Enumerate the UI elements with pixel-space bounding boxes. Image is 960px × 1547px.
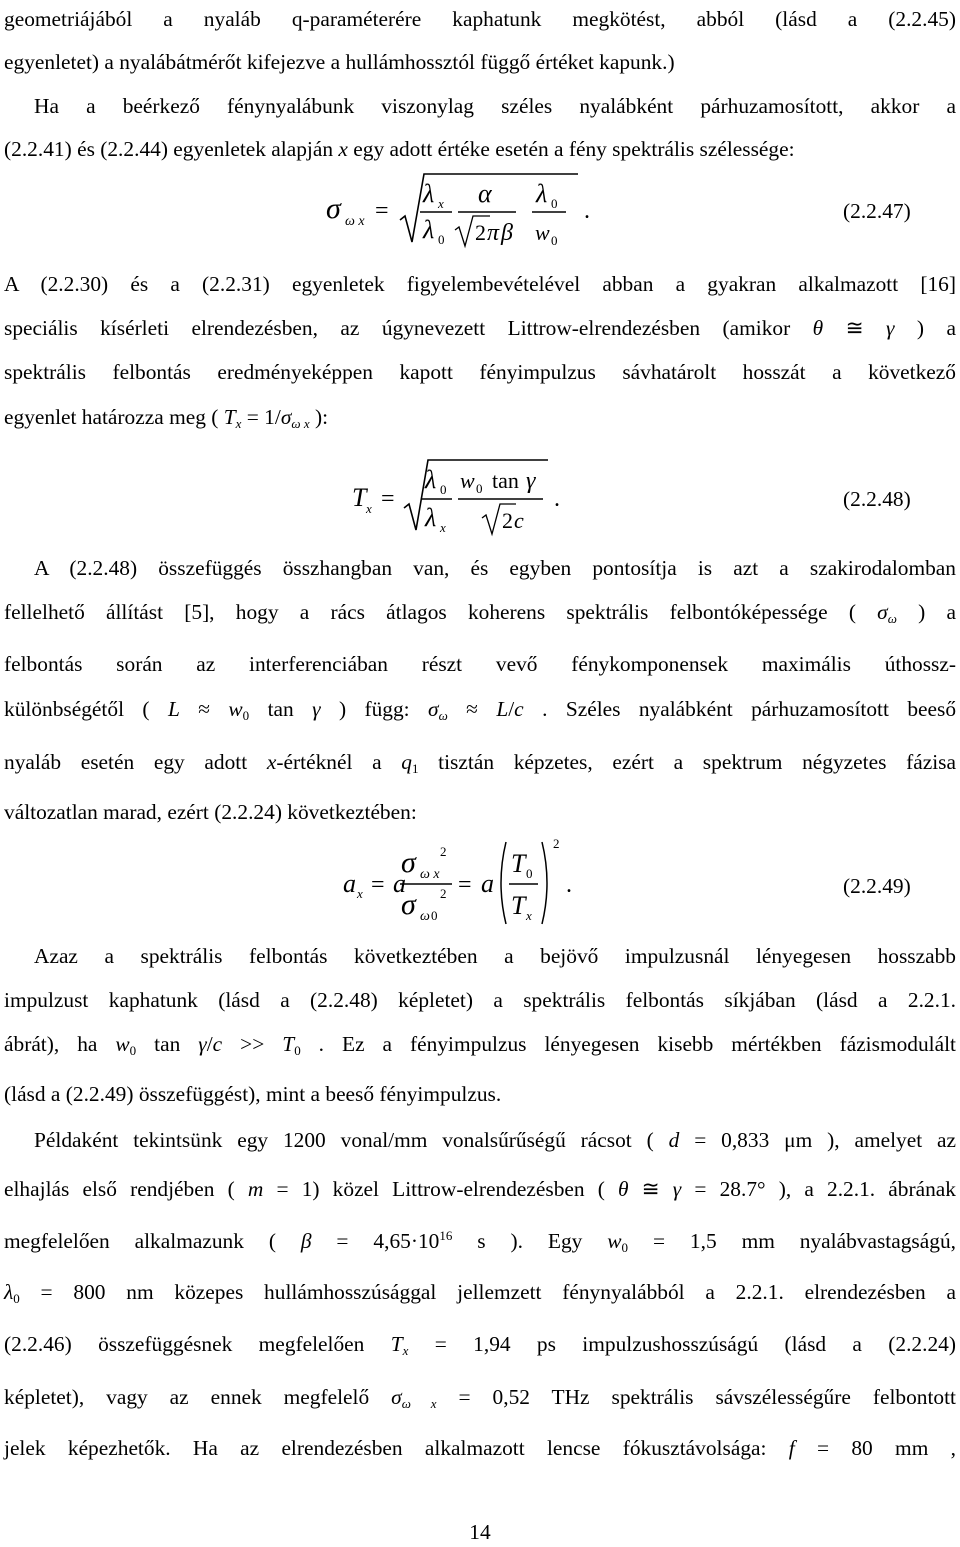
svg-text:π: π [487,220,500,246]
svg-text:2: 2 [475,220,486,245]
svg-text:λ: λ [423,215,435,244]
text-line: spektrális felbontás eredményeképpen kapott fényimpulzus sávhatárolt hosszát a következő [4,360,956,384]
equation-2-2-49 [0,836,960,924]
svg-text:0: 0 [476,481,483,496]
text-line: képletet), vagy az ennek megfelelő $\sigma_{\omega x} = 0,52$ THz spektrális sávszélességűre felbontott [4,1385,957,1411]
text-line: (2.2.41) és (2.2.44) egyenletek alapján x egy adott értéke esetén a fény spektrális szélessége: [4,137,795,161]
text-line: különbségétől ( $L \approx w_0$ tan γ ) függ: $\sigma_\omega \approx L/c$ . Széles nyalábként párhuzamosított beeső [4,697,957,723]
svg-text:γ: γ [526,468,536,494]
text-line: változatlan marad, ezért (2.2.24) következtében: [4,800,417,824]
text-line: nyaláb esetén egy adott x-értéknél a $q_1$ tisztán képzetes, ezért a spektrum négyzetes fázisa [4,750,956,776]
svg-text:.: . [584,198,590,224]
svg-text:x: x [438,196,444,211]
svg-text:σ: σ [326,192,341,225]
equation-2-2-48 [0,456,960,536]
text-line: jelek képezhetők. Ha az elrendezésben alkalmazott lencse fókusztávolsága: f = 80 mm , [4,1436,956,1460]
text-line: elhajlás első rendjében ( m = 1) közel Littrow-elrendezésben ( θ ≅ γ = 28.7° ), a 2.2.1. ábrának [4,1177,956,1201]
svg-text:a: a [343,869,356,898]
text-line: Azaz a spektrális felbontás következtében a bejövő impulzusnál lényegesen hosszabb [34,944,956,968]
svg-text:w: w [460,468,475,493]
svg-text:T: T [511,849,526,878]
svg-text:ω: ω [420,909,430,924]
svg-text:β: β [501,220,513,246]
svg-text:0: 0 [431,908,438,923]
svg-text:σ: σ [401,888,416,921]
text-line: Példaként tekintsünk egy 1200 vonal/mm vonalsűrűségű rácsot ( d = 0,833 μm ), amelyet az [34,1128,957,1152]
svg-text:=: = [375,198,389,224]
text-line: egyenlet határozza meg ( $T_x = 1/\sigma_{\omega x}$ ): [4,405,329,431]
svg-text:0: 0 [438,232,445,247]
equation-number: (2.2.47) [843,199,911,223]
svg-text:2: 2 [553,836,560,851]
svg-text:c: c [514,508,524,533]
svg-text:0: 0 [551,196,558,211]
svg-text:x: x [366,501,372,516]
text-line: (2.2.46) összefüggésnek megfelelően $T_x = 1,94$ ps impulzushosszúságú (lásd a (2.2.24) [4,1332,956,1358]
svg-text:2: 2 [502,508,513,533]
svg-text:.: . [554,486,560,512]
svg-text:0: 0 [526,866,533,881]
text-line: (lásd a (2.2.49) összefüggést), mint a beeső fényimpulzus. [4,1082,502,1106]
svg-text:α: α [478,179,492,208]
text-line [4,4,956,34]
svg-text:0: 0 [440,482,447,497]
text-run: geometriájából a nyaláb q-paraméterére kaphatunk megkötést, abból (lásd a (2.2.45) [4,7,956,31]
svg-text:tan: tan [492,468,519,493]
svg-text:T: T [352,483,367,512]
text-line: A (2.2.48) összefüggés összhangban van, és egyben pontosítja is azt a szakirodalomban [34,556,956,580]
svg-text:x: x [357,886,363,901]
svg-text:2: 2 [440,844,447,859]
page-number: 14 [469,1520,491,1544]
equation-2-2-47 [0,168,960,248]
svg-text:=: = [381,486,395,512]
svg-text:λ: λ [425,503,437,532]
text-line: $\lambda_0 = 800$ nm közepes hullámhosszúsággal jellemzett fénynyalábból a 2.2.1. elrendezésben a [4,1280,956,1306]
svg-text:ω x: ω x [345,214,365,229]
svg-text:w: w [535,220,550,245]
svg-text:x: x [440,520,446,535]
text-line: A (2.2.30) és a (2.2.31) egyenletek figyelembevételével abban a gyakran alkalmazott [16] [4,272,956,296]
text-line: felbontás során az interferenciában részt vevő fénykomponensek maximális úthossz- [4,652,956,676]
svg-text:T: T [511,891,526,920]
svg-text:σ: σ [401,846,416,879]
svg-text:ω x: ω x [420,867,440,882]
text-line: speciális kísérleti elrendezésben, az úgynevezett Littrow-elrendezésben (amikor θ ≅ γ ) a [4,316,956,340]
text-line: ábrát), ha $w_0$ $\tan \gamma/c >> T_0$ . Ez a fényimpulzus lényegesen kisebb mértékben fázismodulált [4,1032,956,1058]
svg-text:2: 2 [440,886,447,901]
svg-text:x: x [526,908,532,923]
equation-number: (2.2.48) [843,487,911,511]
equation-number: (2.2.49) [843,874,911,898]
svg-text:λ: λ [425,465,437,494]
svg-text:λ: λ [536,179,548,208]
text-line: impulzust kaphatunk (lásd a (2.2.48) képletet) a spektrális felbontás síkjában (lásd a 2.2.1. [4,988,956,1012]
svg-text:=: = [371,872,385,898]
text-line: fellelhető állítást [5], hogy a rács átlagos koherens spektrális felbontóképessége ( $\sigma_\omega$ ) a [4,600,956,626]
svg-text:λ: λ [423,179,435,208]
svg-text:a: a [393,869,406,898]
text-line: megfelelően alkalmazunk ( $\beta = 4,65\cdot 10^{16}$ s ). Egy $w_0 = 1,5$ mm nyalábvastagságú, [4,1228,956,1255]
text-line: Ha a beérkező fénynyalábunk viszonylag széles nyalábként párhuzamosított, akkor a [34,94,956,118]
svg-text:0: 0 [551,233,558,248]
svg-text:=: = [458,872,472,898]
svg-text:.: . [566,872,572,898]
svg-text:a: a [481,869,494,898]
text-line: egyenletet) a nyalábátmérőt kifejezve a hullámhossztól függő értéket kapunk.) [4,50,675,74]
